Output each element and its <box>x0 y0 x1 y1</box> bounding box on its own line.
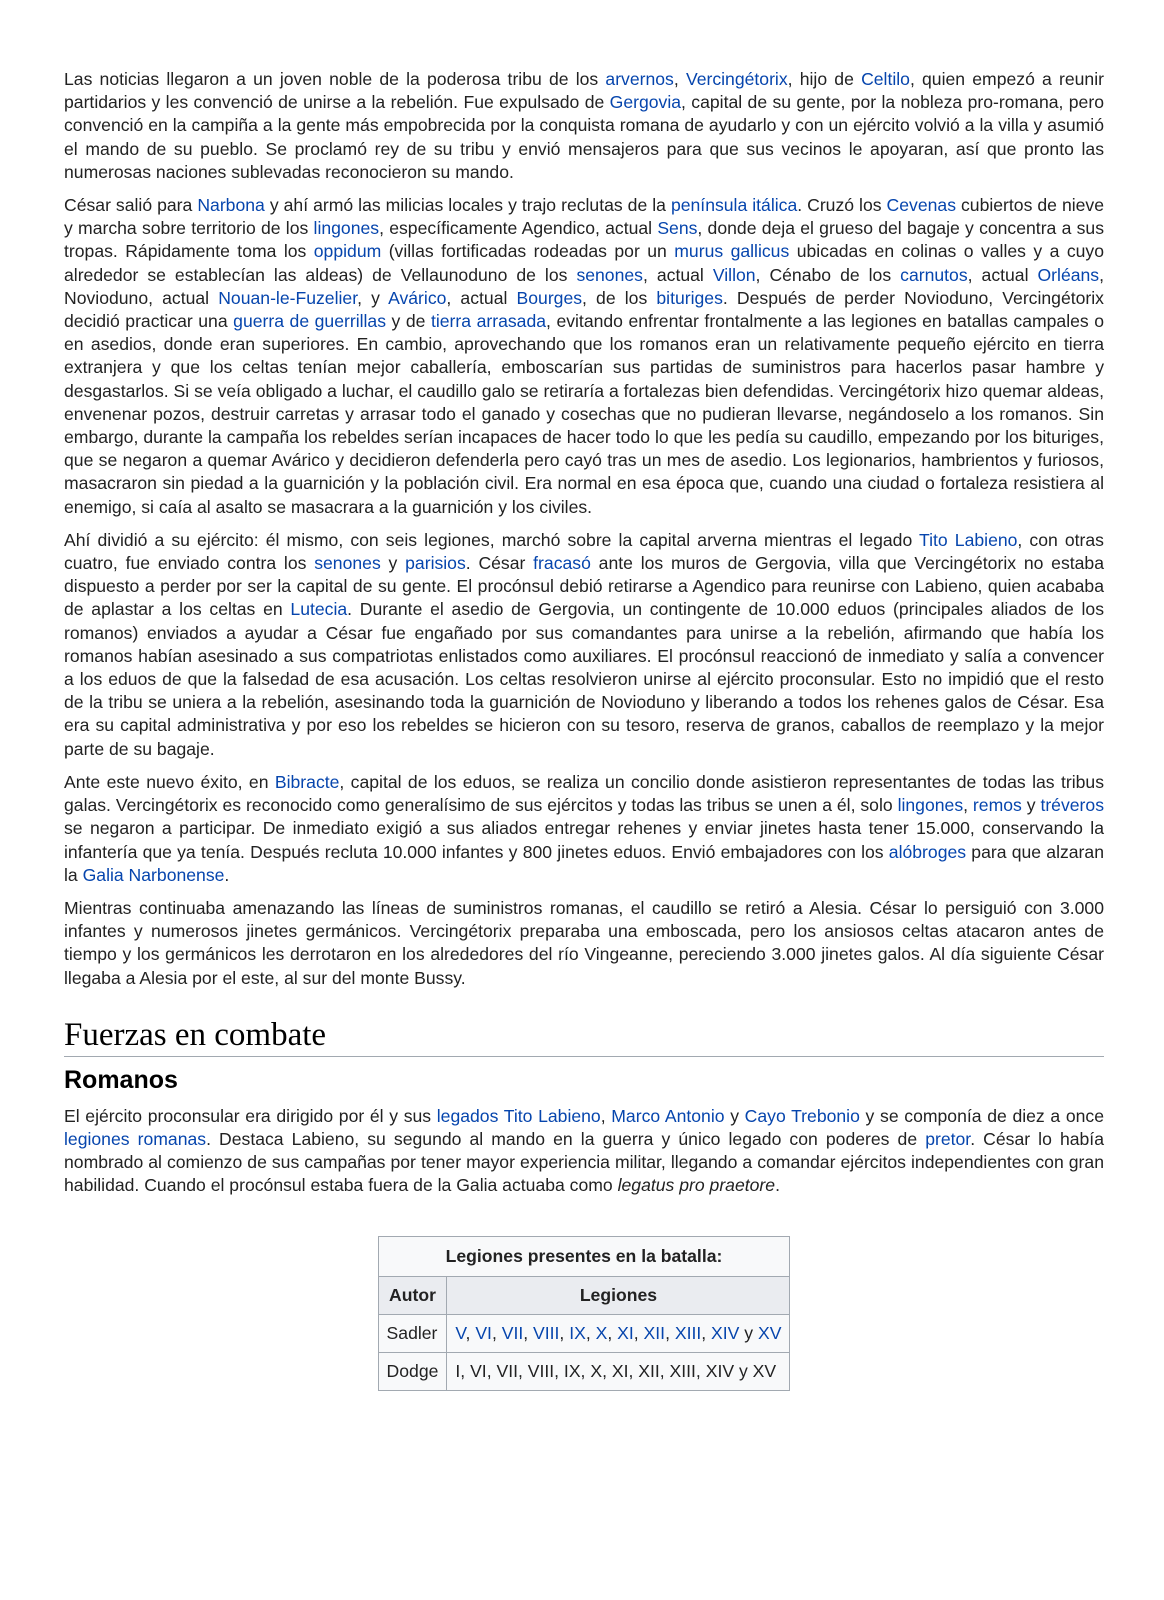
link-peninsula-italica[interactable]: península itálica <box>670 195 798 216</box>
link-gergovia[interactable]: Gergovia <box>609 92 682 113</box>
link-carnutos[interactable]: carnutos <box>900 264 968 285</box>
link-lingones-2[interactable]: lingones <box>897 795 964 816</box>
link-bibracte[interactable]: Bibracte <box>274 771 340 792</box>
paragraph-rebellion: Las noticias llegaron a un joven noble de la poderosa tribu de los arvernos, Vercingétorix, hijo de Celtilo, quien empezó a reunir partidarios y les convenció de unirse a la rebelión. Fue expulsado de Gergovia, capital de su gente, por la nobleza pro-romana, pero convenció en la campiña a la gente más empobrecida por la conquista romana de ayudarlo y con un ejército volvió a la villa y asumió el mando de su pueblo. Se proclamó rey de su tribu y envió mensajeros para que sus vecinos le apoyaran, así que pronto las numerosas naciones sublevadas reconocieron su mando. <box>64 69 1104 182</box>
link-villon[interactable]: Villon <box>712 264 756 285</box>
link-legiones-romanas[interactable]: legiones romanas <box>64 1128 207 1149</box>
link-tito-labieno-2[interactable]: Tito Labieno <box>503 1105 601 1126</box>
link-legion[interactable]: XI <box>617 1322 634 1343</box>
link-legion[interactable]: XII <box>643 1322 666 1343</box>
link-treveros[interactable]: tréveros <box>1040 795 1104 816</box>
link-legion[interactable]: VIII <box>533 1322 560 1343</box>
link-guerra-de-guerrillas[interactable]: guerra de guerrillas <box>233 311 387 332</box>
section-heading-fuerzas: Fuerzas en combate <box>64 1016 1104 1057</box>
link-avarico[interactable]: Avárico <box>388 287 447 308</box>
link-legion[interactable]: IX <box>569 1322 586 1343</box>
link-tierra-arrasada[interactable]: tierra arrasada <box>430 311 547 332</box>
link-remos[interactable]: remos <box>972 795 1022 816</box>
paragraph-bibracte: Ante este nuevo éxito, en Bibracte, capital de los eduos, se realiza un concilio donde asistieron representantes de todas las tribus galas. Vercingétorix es reconocido como generalísimo de sus ejércitos y todas las tribus se unen a él, solo lingones, remos y tréveros se negaron a participar. De inmediato exigió a sus aliados entregar rehenes y enviar jinetes hasta tener 15.000, conservando la infantería que ya tenía. Después recluta 10.000 infantes y 800 jinetes eduos. Envió embajadores con los alóbroges para que alzaran la Galia Narbonense. <box>64 771 1104 885</box>
article-content <box>64 68 1104 1391</box>
legions-cell: V, VI, VII, VIII, IX, X, XI, XII, XIII, XIV y XV <box>447 1314 790 1352</box>
table-row <box>378 1314 790 1352</box>
link-narbona[interactable]: Narbona <box>197 195 265 216</box>
link-tito-labieno[interactable]: Tito Labieno <box>919 529 1018 550</box>
link-senones-2[interactable]: senones <box>314 553 381 574</box>
paragraph-division: Ahí dividió a su ejército: él mismo, con seis legiones, marchó sobre la capital arverna mientras el legado Tito Labieno, con otras cuatro, fue enviado contra los senones y parisios. César fracasó ante los muros de Gergovia, villa que Vercingétorix no estaba dispuesto a perder por ser la capital de su gente. El procónsul debió retirarse a Agendico para reunirse con Labieno, quien acababa de aplastar a los celtas en Lutecia. Durante el asedio de Gergovia, un contingente de 10.000 eduos (principales aliados de los romanos) enviados a ayudar a César fue engañado por sus comandantes para unirse a la rebelión, afirmando que había los romanos habían asesinado a sus compatriotas enlistados como auxiliares. El procónsul reaccionó de inmediato y salía a convencer a los eduos de que la falsedad de esa acusación. Los celtas resolvieron unirse al ejército proconsular. Esto no impidió que el resto de la tribu se uniera a la rebelión, asesinando toda la guarnición de Novioduno y liberando a todos los rehenes galos de César. Esa era su capital administrativa y por eso los rebeldes se hicieron con su tesoro, reserva de granos, caballos de reemplazo y la mejor parte de su bagaje. <box>64 529 1104 759</box>
table-header-row <box>378 1276 790 1314</box>
link-bituriges[interactable]: bituriges <box>656 287 723 308</box>
link-senones[interactable]: senones <box>576 264 643 285</box>
link-alobroges[interactable]: alóbroges <box>888 841 967 862</box>
link-fracaso[interactable]: fracasó <box>533 553 591 574</box>
link-legados[interactable]: legados <box>436 1105 499 1126</box>
link-lingones[interactable]: lingones <box>313 218 380 239</box>
link-lutecia[interactable]: Lutecia <box>290 599 348 620</box>
paragraph-alesia: Mientras continuaba amenazando las líneas de suministros romanas, el caudillo se retiró a Alesia. César lo persiguió con 3.000 infantes y numerosos jinetes germánicos. Vercingétorix preparaba una emboscada, pero los ansiosos celtas atacaron antes de tiempo y los germánicos les derrotaron en los alrededores del río Vingeanne, pereciendo 3.000 jinetes galos. Al día siguiente César llegaba a Alesia por el este, al sur del monte Bussy. <box>64 897 1104 988</box>
subsection-heading-romanos: Romanos <box>64 1065 178 1094</box>
link-legion[interactable]: XV <box>757 1322 782 1343</box>
link-arvernos[interactable]: arvernos <box>605 69 674 89</box>
italic-legatus-pro-praetore: legatus pro praetore <box>617 1175 776 1196</box>
author-cell: Sadler <box>378 1314 447 1352</box>
link-legion[interactable]: V <box>455 1322 466 1343</box>
link-legion[interactable]: X <box>595 1322 608 1343</box>
link-cevenas[interactable]: Cevenas <box>886 195 956 216</box>
legions-cell: I, VI, VII, VIII, IX, X, XI, XII, XIII, XIV y XV <box>447 1353 790 1391</box>
link-celtilo[interactable]: Celtilo <box>861 69 910 89</box>
link-legion[interactable]: VI <box>475 1322 492 1343</box>
header-autor: Autor <box>378 1276 447 1314</box>
link-orleans[interactable]: Orléans <box>1037 264 1100 285</box>
link-legion[interactable]: XIII <box>674 1322 702 1343</box>
link-marco-antonio[interactable]: Marco Antonio <box>611 1105 725 1126</box>
link-nouan-le-fuzelier[interactable]: Nouan-le-Fuzelier <box>218 287 358 308</box>
link-bourges[interactable]: Bourges <box>516 287 583 308</box>
table-row <box>378 1353 790 1391</box>
link-murus-gallicus[interactable]: murus gallicus <box>674 241 790 262</box>
paragraph-campaign: César salió para Narbona y ahí armó las milicias locales y trajo reclutas de la península itálica. Cruzó los Cevenas cubiertos de nieve y marcha sobre territorio de los lingones, específicamente Agendico, actual Sens, donde deja el grueso del bagaje y concentra a sus tropas. Rápidamente toma los oppidum (villas fortificadas rodeadas por un murus gallicus ubicadas en colinas o valles y a cuyo alrededor se establecían las aldeas) de Vellaunoduno de los senones, actual Villon, Cénabo de los carnutos, actual Orléans, Novioduno, actual Nouan-le-Fuzelier, y Avárico, actual Bourges, de los bituriges. Después de perder Novioduno, Vercingétorix decidió practicar una guerra de guerrillas y de tierra arrasada, evitando enfrentar frontalmente a las legiones en batallas campales o en asedios, donde eran superiores. En cambio, aprovechando que los romanos eran un relativamente pequeño ejército en tierra extranjera y que los celtas tenían mejor caballería, emboscarían sus partidas de suministros para hacerlos pasar hambre y desgastarlos. Si se veía obligado a luchar, el caudillo galo se retiraría a fortalezas bien defendidas. Vercingétorix hizo quemar aldeas, envenenar pozos, destruir carretas y arrasar todo el ganado y cosechas que no pudieran llevarse, negándoselo a los romanos. Sin embargo, durante la campaña los rebeldes serían incapaces de hacer todo lo que les pedía su caudillo, empezando por los bituriges, que se negaron a quemar Avárico y decidieron defenderla pero cayó tras un mes de asedio. Los legionarios, hambrientos y furiosos, masacraron sin piedad a la guarnición y la población civil. Era normal en esa época que, cuando una ciudad o fortaleza resistiera al enemigo, si caía al asalto se masacrara a la guarnición y los civiles. <box>64 195 1105 517</box>
table-caption: Legiones presentes en la batalla: <box>378 1236 791 1276</box>
link-legion[interactable]: XIV <box>711 1322 740 1343</box>
link-parisios[interactable]: parisios <box>405 553 466 574</box>
link-oppidum[interactable]: oppidum <box>313 241 382 262</box>
link-vercingetorix[interactable]: Vercingétorix <box>685 69 788 89</box>
header-legiones: Legiones <box>447 1276 790 1314</box>
legions-table <box>378 1236 791 1392</box>
author-cell: Dodge <box>378 1353 447 1391</box>
link-legion[interactable]: VII <box>501 1322 524 1343</box>
link-pretor[interactable]: pretor <box>925 1128 971 1149</box>
link-galia-narbonense[interactable]: Galia Narbonense <box>82 864 225 885</box>
link-sens[interactable]: Sens <box>657 218 698 239</box>
link-cayo-trebonio[interactable]: Cayo Trebonio <box>744 1105 860 1126</box>
paragraph-romanos: El ejército proconsular era dirigido por él y sus legados Tito Labieno, Marco Antonio y Cayo Trebonio y se componía de diez a once legiones romanas. Destaca Labieno, su segundo al mando en la guerra y único legado con poderes de pretor. César lo había nombrado al comienzo de sus campañas por tener mayor experiencia militar, llegando a comandar ejércitos independientes con gran habilidad. Cuando el procónsul estaba fuera de la Galia actuaba como legatus pro praetore. <box>64 1105 1104 1196</box>
